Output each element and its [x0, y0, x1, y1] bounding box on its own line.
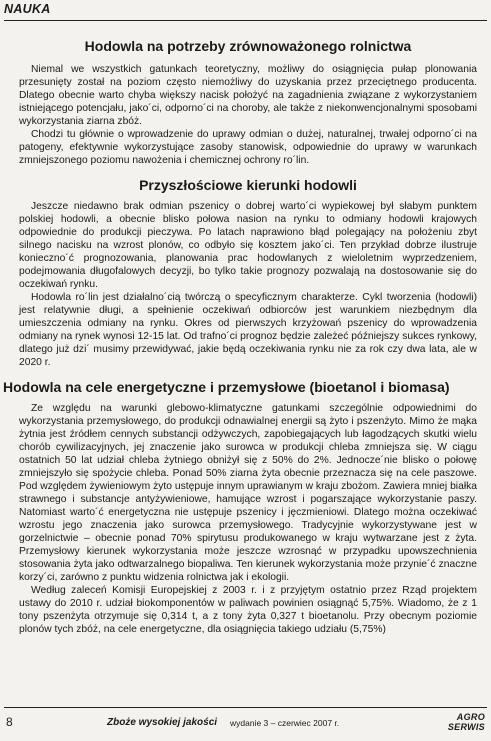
page-footer [4, 707, 487, 741]
article-title: Hodowla na potrzeby zrównoważonego rolnictwa [84, 38, 412, 54]
paragraph: Ze względu na warunki glebowo-klimatyczne gatunkami szczególnie odpowiednimi do wykorzystania przemysłowego, do produkcji odnawialnej energii są żyto i pszenżyto. Mimo że mąka żytnia jest źródłem cennych substancji odżywczych, zapobiegających lub łagodzących skutki wielu chorób cywilizacyjnych, jej znaczenie jako surowca w produkcji chleba zmniejsza się. W ciągu ostatnich 50 lat udział chleba żytniego obniżył się z 50% do 2%. Jednocze´nie blisko o połowę zmniejszyło się spożycie chleba. Ponad 50% ziarna żyta obecnie przeznacza się na cele paszowe. Pod względem żywieniowym żyto ustępuje innym uprawianym w kraju zbożom. Zawiera mniej białka strawnego i substancje antyżywieniowe, hamujące wzrost i pogarszające wykorzystanie paszy. Natomiast warto´ć energetyczna nie ustępuje pszenicy i jęczmieniowi. Dlatego można oczekiwać wzrostu jego znaczenia jako surowca przemysłowego. Tradycyjnie wykorzystywane jest w gorzelnictwie – obecnie ponad 70% spirytusu produkowanego w kraju wytwarzane jest z żyta. Przemysłowy kierunek wykorzystania może jeszcze wzrosnąć w przypadku upowszechnienia stosowania żyta jako odtwarzalnego biopaliwa. Ten kierunek wykorzystania może przynie´ć znaczne korzy´ci, zarówno z punktu widzenia rolnictwa jak i ekologii. [19, 403, 477, 583]
paragraph: Hodowla ro´lin jest działalno´cią twórczą o specyficznym charakterze. Cykl tworzenia (hodowli) jest relatywnie długi, a spełnienie oczekiwań odbiorców jest warunkiem niezbędnym dla umieszczenia odmiany na rynku. Okres od pierwszych krzyżowań pszenicy do wprowadzenia odmiany na rynek wynosi 12-15 lat. Od trafno´ci prognoz będzie zależeć późniejszy sukces rynkowy, dlatego już dzi´ musimy przewidywać, jakie będą oczekiwania rynku nie za rok czy dwa lata, ale w 2020 r. [19, 292, 477, 368]
paragraph: Według zaleceń Komisji Europejskiej z 2003 r. i z przyjętym ostatnio przez Rząd projektem ustawy do 2010 r. udział biokomponentów w paliwach powinien osiągnąć 5,75%. Wiadomo, że z 1 tony pszenżyta otrzymuje się 0,314 t, a z tony żyta 0,327 t bioetanolu. Przy obecnym poziomie plonów tych zbóż, na cele energetyczne, dla osiągnięcia takiego udziału (5,75%) [19, 585, 477, 635]
article-body [3, 38, 477, 636]
section-heading-energy: Hodowla na cele energetyczne i przemysłowe (bioetanol i biomasa) [3, 379, 450, 395]
paragraph: Jeszcze niedawno brak odmian pszenicy o dobrej warto´ci wypiekowej był słabym punktem polskiej hodowli, a obecnie blisko połowa nasion na rynku to odmiany hodowli krajowych odpowiednie do produkcji pieczywa. Po latach naprawiono błąd polegający na położeniu zbyt silnego nacisku na wzrost plonów, co odbyło się kosztem jako´ci. Ten przykład dobrze ilustruje konieczno´ć prognozowania, planowania prac hodowlanych z wieloletnim wyprzedzeniem, podejmowania długofalowych decyzji, bo tylko takie prognozy pozwalają na dostosowanie się do oczekiwań rynku. [19, 201, 477, 290]
paragraph: Chodzi tu głównie o wprowadzenie do uprawy odmian o dużej, naturalnej, trwałej odporno´ci na patogeny, efektywnie wykorzystujące zasoby stanowisk, odpowiednie do uprawy w warunkach zmniejszonego poziomu nawożenia i chemicznej ochrony ro´lin. [19, 129, 477, 166]
brand-line-2: SERWIS [447, 722, 485, 732]
paragraph: Niemal we wszystkich gatunkach teoretyczny, możliwy do osiągnięcia pułap plonowania przesunięty został na poziom często niemożliwy do uzyskania przez przeciętnego producenta. Dlatego obecnie warto chyba większy nacisk położyć na zagadnienia związane z wykorzystaniem istniejącego potencjału, jako´ci, odporno´ci na choroby, ale także z niekonwencjonalnymi sposobami wykorzystania ziarna zbóż. [19, 64, 477, 127]
issue-info: wydanie 3 – czerwiec 2007 r. [230, 718, 340, 728]
page-header [4, 1, 487, 21]
publication-title: Zboże wysokiej jakości [107, 717, 218, 728]
section-label: NAUKA [4, 2, 51, 16]
brand-line-1: AGRO [456, 712, 485, 722]
page-number: 8 [6, 715, 13, 729]
section-heading-future: Przyszłościowe kierunki hodowli [139, 177, 357, 193]
brand-logo [448, 712, 485, 732]
